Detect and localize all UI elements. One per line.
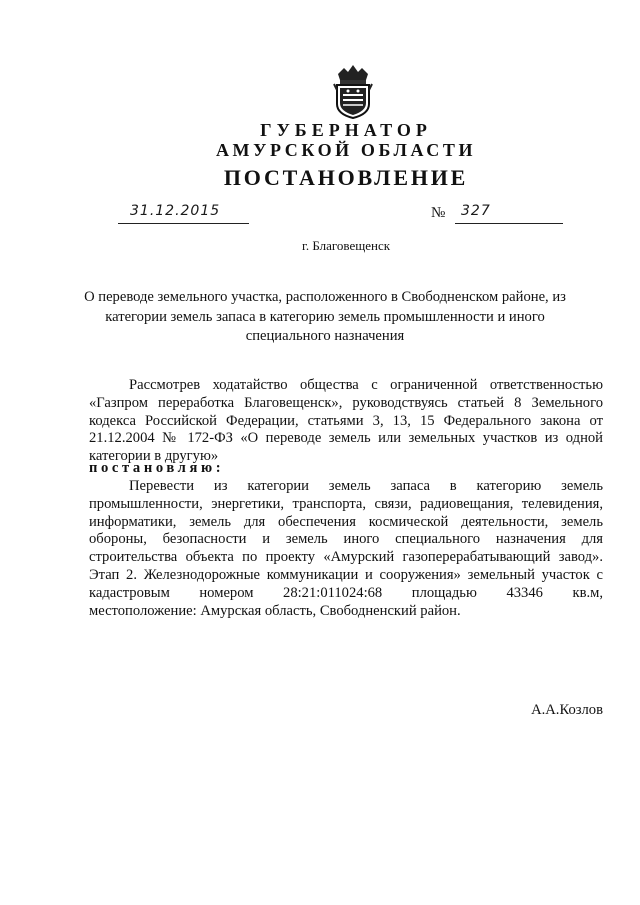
document-type: ПОСТАНОВЛЕНИЕ (223, 165, 469, 190)
decision-line: Перевести из категории земель запаса в категорию земель (129, 478, 603, 494)
signatory-name: А.А.Козлов (531, 702, 603, 718)
date-value: 31.12.2015 (130, 203, 221, 219)
cadastral-line (89, 585, 603, 603)
decision-line: Этап 2. Железнодорожные коммуникации и сооружения» земельный участок с (89, 566, 603, 583)
decision-line: информатики, земель для обеспечения космической деятельности, земель (89, 513, 603, 530)
title-line: категории земель запаса в категорию земель промышленности и иного (105, 308, 545, 325)
preamble-line: «Газпром переработка Благовещенск», руководствуясь статьей 8 Земельного (89, 394, 603, 411)
preamble-line: 21.12.2004 № 172-ФЗ «О переводе земель или земельных участков из одной (89, 430, 603, 447)
area-unit: кв.м, (572, 584, 603, 601)
preamble-line: Рассмотрев ходатайство общества с ограниченной ответственностью (129, 377, 603, 393)
number-field (455, 205, 563, 224)
decision-line: обороны, безопасности и земель иного специального назначения для (89, 531, 603, 548)
issuer-line-1: ГУБЕРНАТОР (260, 120, 432, 140)
decree-word: постановляю: (89, 460, 225, 476)
preamble-paragraph (89, 377, 603, 466)
issuer-line-2: АМУРСКОЙ ОБЛАСТИ (215, 140, 477, 160)
location-line: местоположение: Амурская область, Свободненский район. (89, 602, 461, 619)
date-number-row (0, 205, 640, 229)
preamble-line: категории в другую» (89, 448, 219, 465)
cadastral-word: площадью (411, 584, 477, 601)
date-field (118, 205, 249, 224)
place-of-issue: г. Благовещенск (301, 238, 391, 253)
cadastral-word: номером (199, 584, 254, 601)
document-title (60, 288, 590, 347)
title-line: специального назначения (245, 328, 405, 344)
number-sign: № (431, 205, 446, 221)
preamble-line: кодекса Российской Федерации, статьями 3, 13, 15 Федерального закона от (89, 412, 603, 429)
cadastral-number: 28:21:011024:68 (283, 584, 383, 601)
coat-of-arms-icon (330, 60, 376, 120)
cadastral-word: кадастровым (89, 584, 170, 601)
title-line: О переводе земельного участка, расположенного в Свободненском районе, из (84, 289, 566, 305)
decision-paragraph (89, 478, 603, 620)
number-value: 327 (461, 203, 491, 219)
decision-line: строительства объекта по проекту «Амурский газоперерабатывающий завод». (89, 549, 603, 566)
decision-line: промышленности, энергетики, транспорта, связи, радиовещания, телевидения, (89, 495, 603, 512)
area-value: 43346 (506, 584, 543, 601)
